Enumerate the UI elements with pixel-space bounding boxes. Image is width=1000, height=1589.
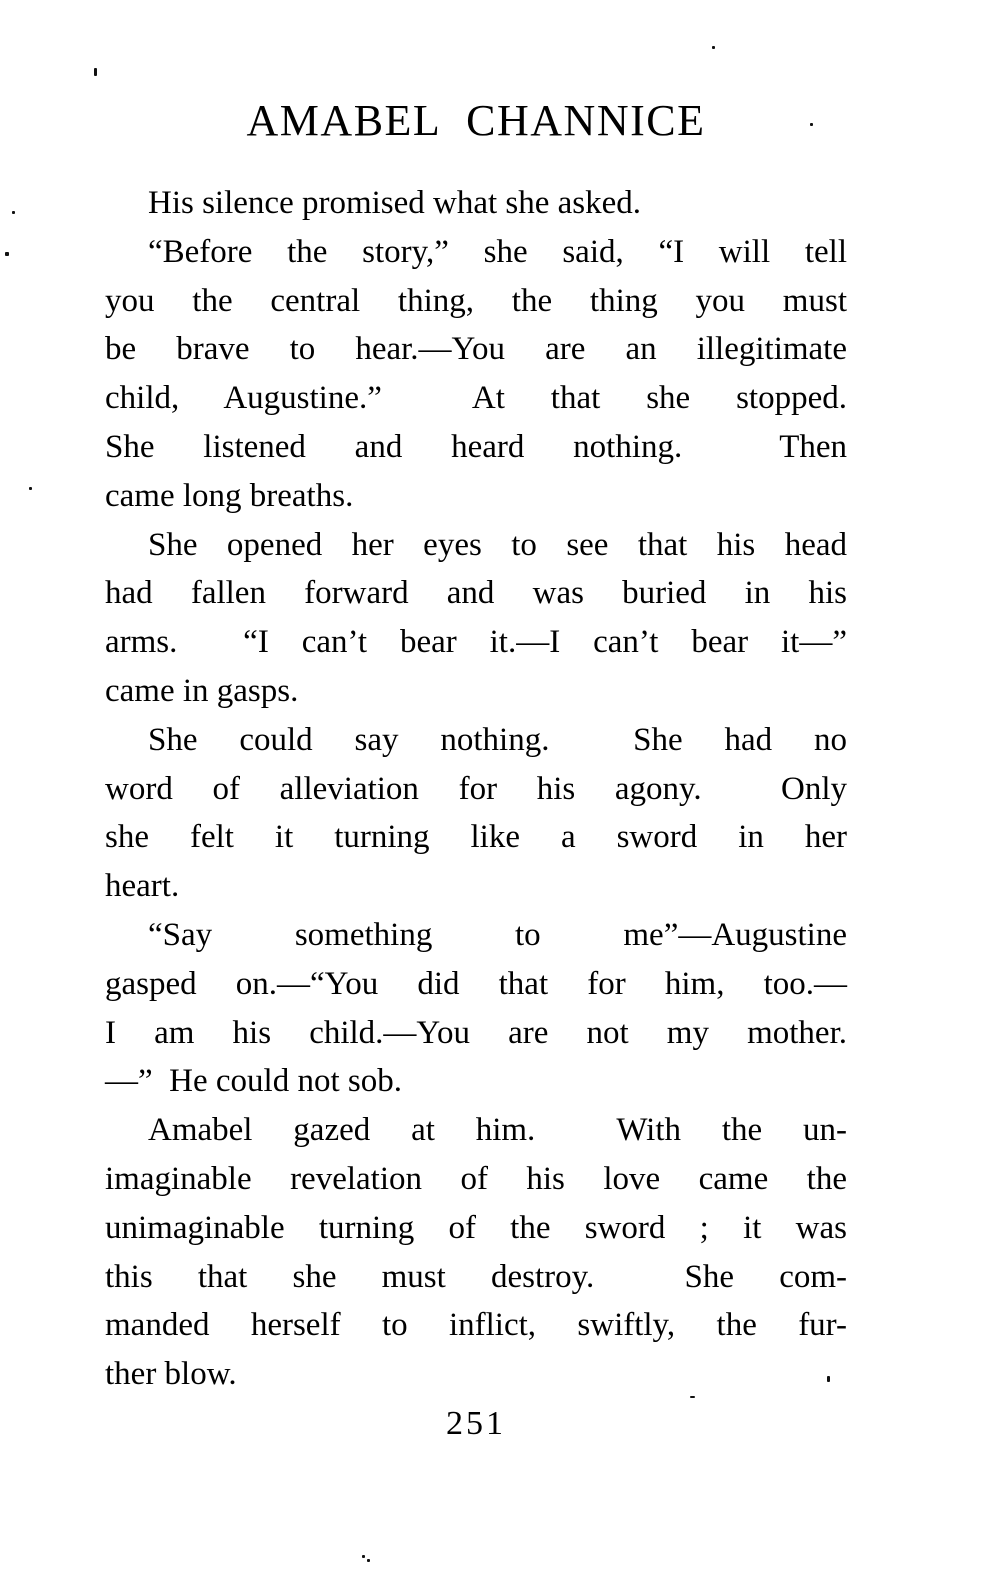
text-line: —” He could not sob. xyxy=(105,1063,402,1100)
text-line: child, Augustine.” At that she stopped. xyxy=(105,380,847,417)
scan-speck xyxy=(827,1376,830,1382)
text-line: I am his child.—You are not my mother. xyxy=(105,1014,847,1051)
scan-speck xyxy=(712,46,715,49)
text-line: heart. xyxy=(105,868,180,905)
scan-speck xyxy=(810,123,813,126)
text-line: had fallen forward and was buried in his xyxy=(105,575,847,612)
scan-speck xyxy=(94,68,97,76)
text-line: She could say nothing. She had no xyxy=(148,721,847,758)
scan-speck xyxy=(362,1555,365,1558)
text-line: “Before the story,” she said, “I will tell xyxy=(148,233,847,270)
text-line: gasped on.—“You did that for him, too.— xyxy=(105,965,847,1002)
text-line: came long breaths. xyxy=(105,477,354,514)
text-line: this that she must destroy. She com- xyxy=(105,1258,847,1295)
scan-speck xyxy=(690,1396,695,1398)
text-line: She listened and heard nothing. Then xyxy=(105,428,847,465)
text-line: word of alleviation for his agony. Only xyxy=(105,770,847,807)
text-line: Amabel gazed at him. With the un- xyxy=(148,1112,847,1149)
scan-speck xyxy=(29,487,32,490)
text-line: she felt it turning like a sword in her xyxy=(105,819,847,856)
text-line: His silence promised what she asked. xyxy=(148,185,642,221)
text-line: manded herself to inflict, swiftly, the fur- xyxy=(105,1307,847,1344)
text-line: be brave to hear.—You are an illegitimate xyxy=(105,331,847,368)
text-line: “Say something to me”—Augustine xyxy=(148,916,847,953)
text-line: She opened her eyes to see that his head xyxy=(148,526,847,563)
scan-speck xyxy=(12,211,15,214)
running-head-title: AMABEL CHANNICE xyxy=(246,96,706,145)
page-body-text xyxy=(105,179,847,1399)
scan-speck xyxy=(5,252,9,256)
page-number: 251 xyxy=(446,1405,506,1442)
text-line: arms. “I can’t bear it.—I can’t bear it—” xyxy=(105,624,847,661)
text-line: unimaginable turning of the sword ; it was xyxy=(105,1209,847,1246)
scan-speck xyxy=(367,1559,370,1562)
text-line: you the central thing, the thing you must xyxy=(105,282,847,319)
text-line: came in gasps. xyxy=(105,672,299,709)
text-line: ther blow. xyxy=(105,1356,237,1393)
text-line: imaginable revelation of his love came the xyxy=(105,1160,847,1197)
